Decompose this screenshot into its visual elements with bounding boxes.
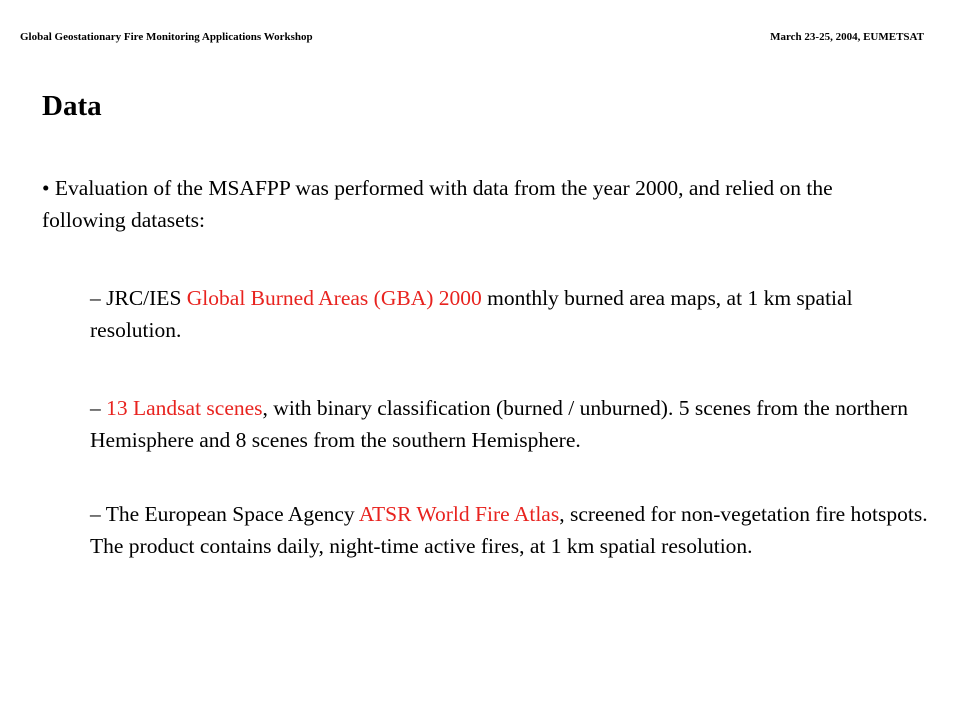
header-workshop-title: Global Geostationary Fire Monitoring Applications Workshop [20,31,313,43]
dataset-item-suffix: , screened for non-vegetation fire hotspots. The product contains daily, night-time active fires, at 1 km spatial resolution. [90,502,928,558]
dataset-item-highlight: Global Burned Areas (GBA) 2000 [186,286,482,310]
dataset-item-prefix: – The European Space Agency [90,502,359,526]
dataset-item-highlight: 13 Landsat scenes [106,396,263,420]
dataset-item-atsr [90,498,930,562]
dataset-item-suffix: , with binary classification (burned / unburned). 5 scenes from the northern Hemisphere and 8 scenes from the southern Hemisphere. [90,396,908,452]
dataset-item-prefix: – JRC/IES [90,286,187,310]
dataset-item-landsat [90,392,930,456]
dataset-item-gba [90,282,930,346]
bullet-intro: • Evaluation of the MSAFPP was performed with data from the year 2000, and relied on the following datasets: [42,176,833,232]
dataset-item-prefix: – [90,396,107,420]
header-date-location: March 23-25, 2004, EUMETSAT [770,31,924,43]
dataset-item-suffix: monthly burned area maps, at 1 km spatial resolution. [90,286,853,342]
dataset-item-highlight: ATSR World Fire Atlas [358,502,560,526]
page-title: Data [42,90,102,122]
